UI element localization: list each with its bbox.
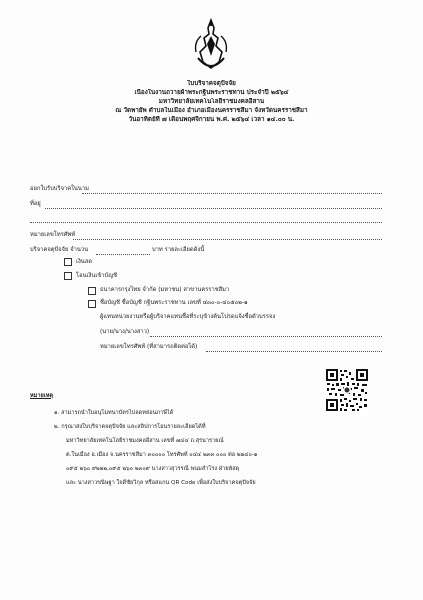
- notes-title: หมายเหตุ: [30, 393, 54, 399]
- royal-emblem-icon: [192, 18, 230, 74]
- note-2c: ต.ในเมือง อ.เมือง จ.นครราชสีมา ๓๐๐๐๐ โทรศัพท์ ๐๔๔ ๒๓๓ ๐๐๐ ต่อ ๒๒๔๐-๑: [66, 452, 258, 458]
- header-line-1: ใบบริจาคจตุปัจจัย: [187, 80, 236, 87]
- donate-amount-suffix: บาท รายละเอียดดังนี้: [152, 247, 205, 253]
- representative-name-field[interactable]: [150, 336, 382, 337]
- phone-field[interactable]: [73, 239, 382, 240]
- header-line-2: เนื่องในงานถวายผ้าพระกฐินพระราชทาน ประจำปี ๒๕๖๔: [134, 89, 289, 96]
- header-line-4: ณ วัดพายัพ ตำบลในเมือง อำเภอเมืองนครราชสีมา จังหวัดนครราชสีมา: [115, 107, 308, 114]
- note-2a: ๒. กรุณาส่งใบบริจาคจตุปัจจัย และสลิปการโอนรายละเอียดได้ที่: [54, 424, 206, 430]
- note-2b: มหาวิทยาลัยเทคโนโลยีราชมงคลอีสาน เลขที่ ๗๔๔ ถ.สุรนารายณ์: [66, 438, 224, 444]
- representative-phone-field[interactable]: [206, 351, 382, 352]
- note-2e: และ นางสาวขนิษฐา ใจดีชัยวิกุล หรือสแกน QR Code เพื่อส่งใบบริจาคจตุปัจจัย: [66, 480, 256, 486]
- address-label: ที่อยู่: [30, 201, 41, 207]
- account-checkbox[interactable]: [88, 300, 96, 308]
- note-1: ๑. สามารถนำใบอนุโมทนาบัตรไปลดหย่อนภาษีได้: [54, 410, 174, 416]
- qr-code-icon: [325, 368, 369, 412]
- donate-amount-field[interactable]: [96, 254, 150, 255]
- account-label: ชื่อบัญชี ชื่อบัญชี กฐินพระราชทาน เลขที่ ๔๓๐-๐-๔๐๕๐๒-๑: [100, 300, 248, 306]
- bank-label: ธนาคารกรุงไทย จำกัด (มหาชน) สาขานครราชสีมา: [100, 287, 230, 293]
- representative-name-label: (นาย/นาง/นางสาว): [100, 329, 150, 335]
- phone-label: หมายเลขโทรศัพท์: [30, 232, 76, 238]
- representative-label: ผู้แทนหน่วยงานหรือผู้บริจาคแทนชื่อที่ระบุข้างต้นโปรดแจ้งชื่อตัวบรรจง: [100, 314, 276, 320]
- representative-phone-label: หมายเลขโทรศัพท์ (ที่สามารถติดต่อได้): [100, 344, 198, 350]
- receipt-name-label: ออกใบรับบริจาคในนาม: [30, 186, 89, 192]
- receipt-name-field[interactable]: [82, 193, 382, 194]
- bank-checkbox[interactable]: [88, 287, 96, 295]
- cash-label: เงินสด: [76, 259, 93, 265]
- header-line-5: วันอาทิตย์ที่ ๗ เดือนพฤศจิกายน พ.ศ. ๒๕๖๔ เวลา ๑๔.๐๐ น.: [128, 116, 295, 123]
- header-line-3: มหาวิทยาลัยเทคโนโลยีราชมงคลอีสาน: [158, 98, 265, 105]
- address-field-line-2[interactable]: [30, 222, 382, 223]
- donate-amount-label: บริจาคจตุปัจจัย จำนวน: [30, 247, 89, 253]
- transfer-label: โอนเงินเข้าบัญชี: [76, 273, 118, 279]
- cash-checkbox[interactable]: [64, 258, 72, 266]
- note-2d: ๐๙๕ ๒๖๐ ๙๒๒๒,๐๙๕ ๒๖๐ ๒๓๐๙ นางสาวสุวรรณี พนมลำโรง ฝ่ายพัสดุ: [66, 466, 240, 472]
- address-field[interactable]: [45, 208, 382, 209]
- transfer-checkbox[interactable]: [64, 272, 72, 280]
